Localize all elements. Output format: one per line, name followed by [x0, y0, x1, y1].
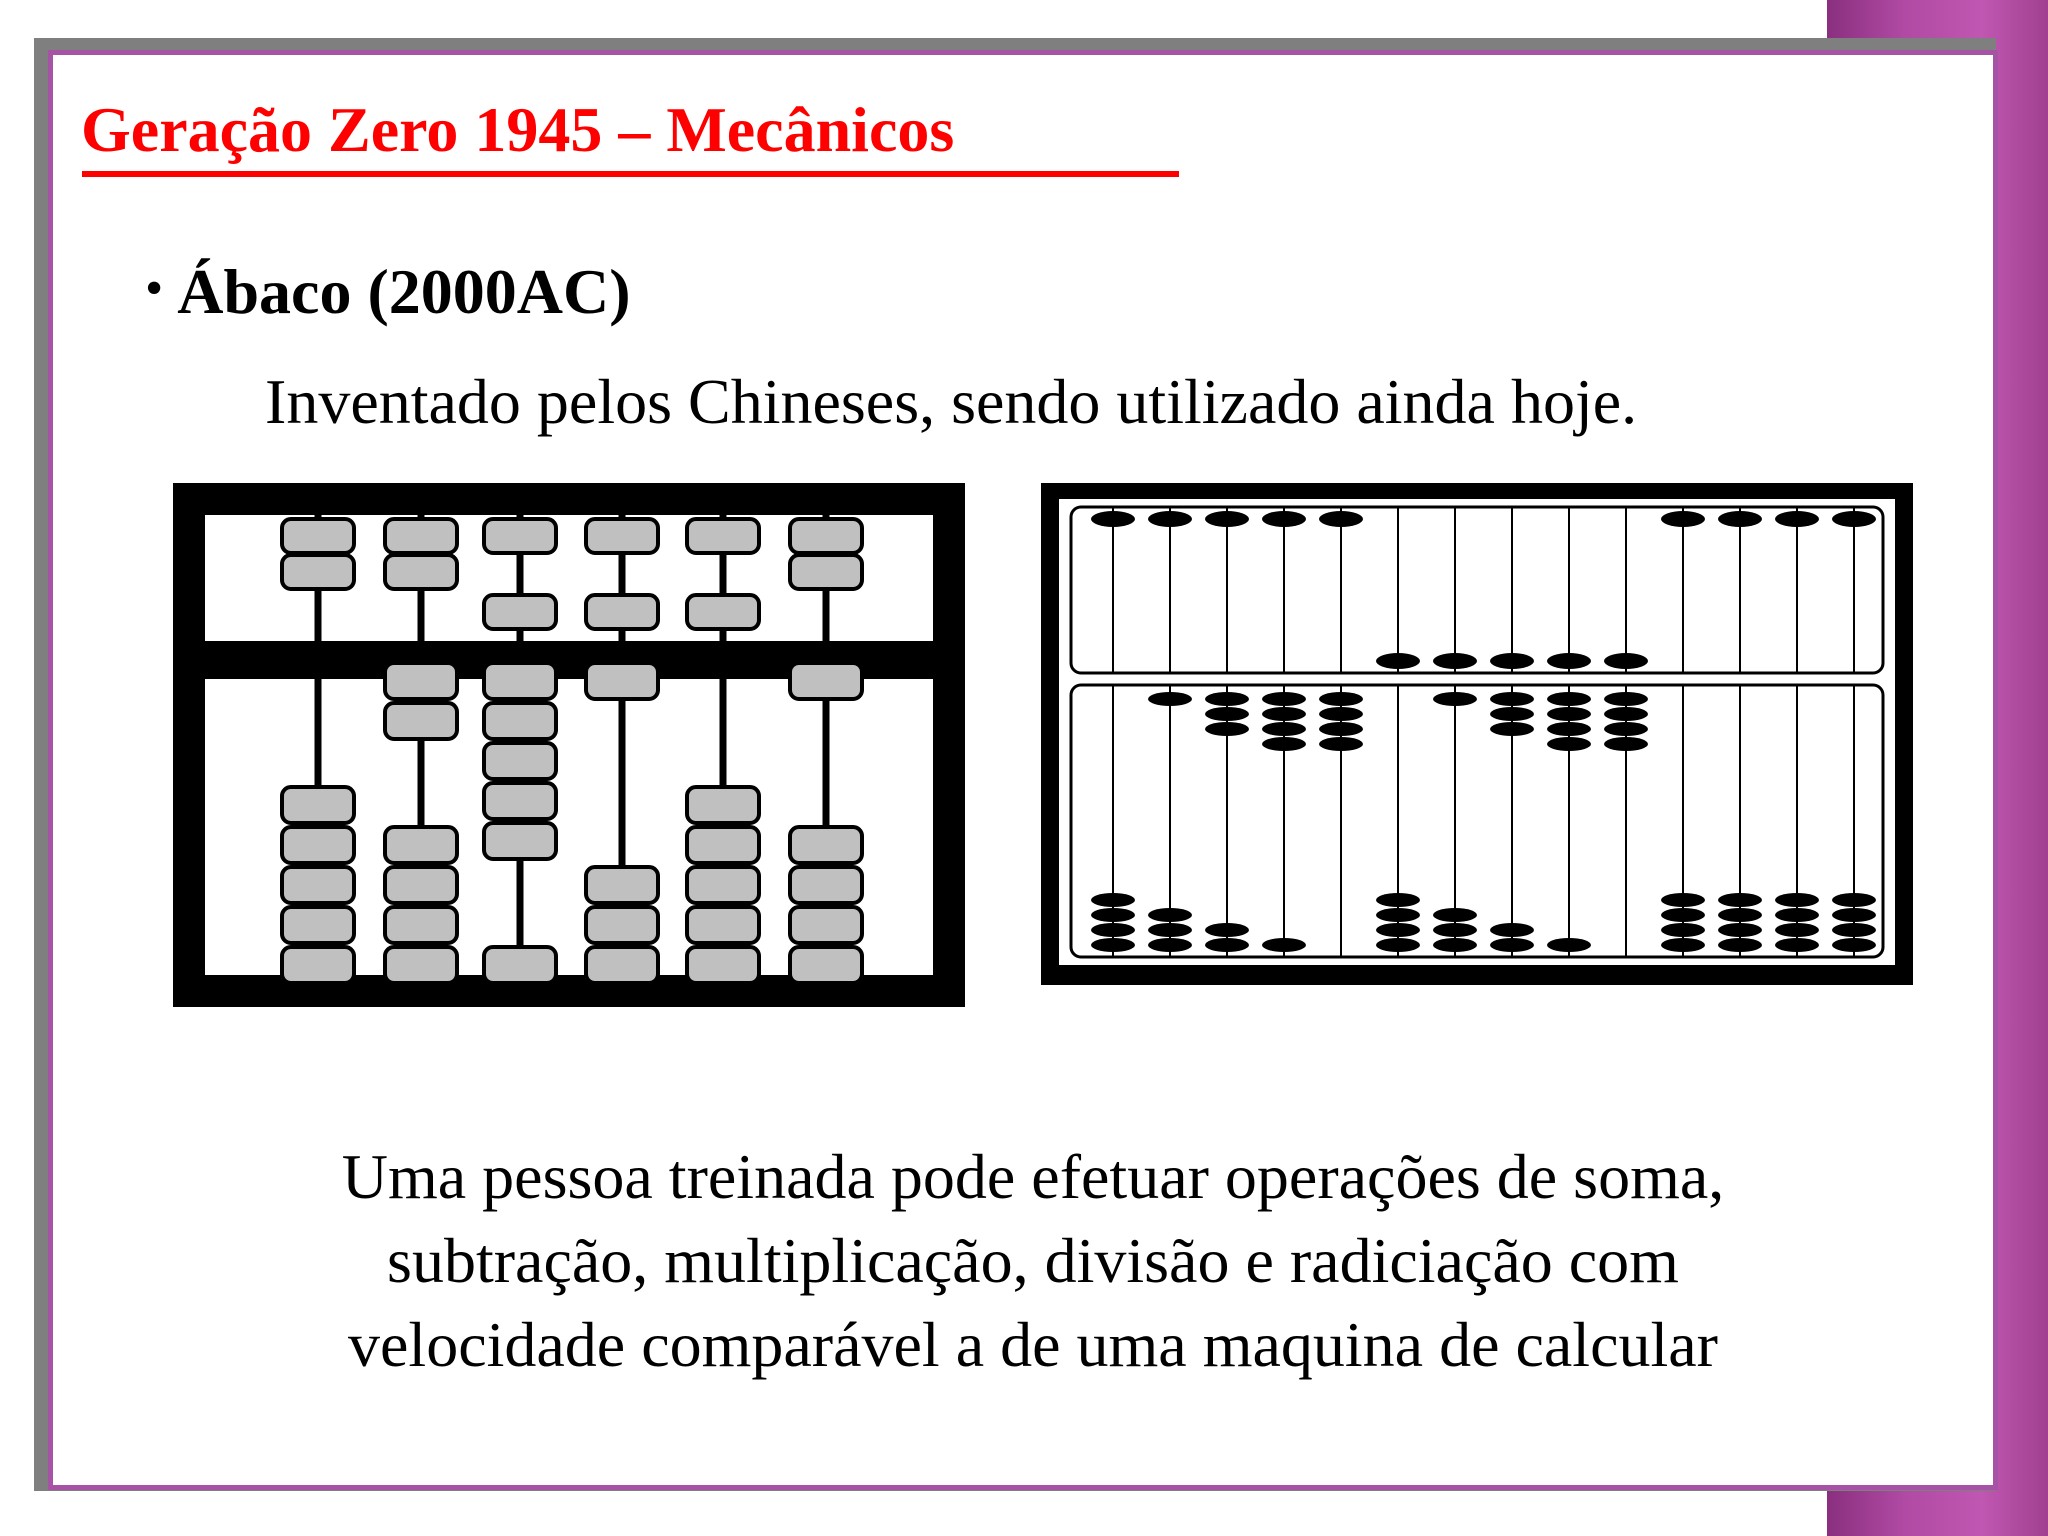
- abacus-bead: [586, 595, 658, 629]
- abacus-bead: [1205, 923, 1249, 937]
- abacus-bead: [1205, 692, 1249, 706]
- abacus-bead: [1091, 908, 1135, 922]
- abacus-bead: [1718, 893, 1762, 907]
- abacus-bead: [586, 663, 658, 699]
- abacus-bead: [1661, 923, 1705, 937]
- abacus-bead: [1661, 511, 1705, 527]
- abacus-bead: [282, 519, 354, 553]
- paragraph-line: velocidade comparável a de uma maquina de calcular: [348, 1309, 1718, 1380]
- abacus-bead: [1376, 908, 1420, 922]
- abacus-bead: [1718, 938, 1762, 952]
- abacus-bead: [1661, 938, 1705, 952]
- abacus-bead: [1775, 893, 1819, 907]
- abacus-bead: [484, 783, 556, 819]
- abacus-bead: [484, 663, 556, 699]
- abacus-bead: [1490, 707, 1534, 721]
- paragraph-line: subtração, multiplicação, divisão e radiciação com: [387, 1225, 1679, 1296]
- abacus-bead: [687, 907, 759, 943]
- abacus-bead: [687, 947, 759, 983]
- abacus-bead: [1490, 692, 1534, 706]
- abacus-bead: [1718, 908, 1762, 922]
- abacus-bead: [484, 743, 556, 779]
- abacus-bead: [1490, 923, 1534, 937]
- abacus-bead: [1376, 893, 1420, 907]
- abacus-bead: [1262, 737, 1306, 751]
- abacus-bead: [1547, 692, 1591, 706]
- abacus-bead: [385, 519, 457, 553]
- bullet-icon: •: [145, 260, 164, 317]
- abacus-bead: [1604, 692, 1648, 706]
- abacus-bead: [790, 663, 862, 699]
- title-underline: [82, 171, 1179, 177]
- abacus-bead: [484, 947, 556, 983]
- bullet-text: Ábaco (2000AC): [177, 256, 631, 327]
- abacus-bead: [484, 519, 556, 553]
- abacus-bead: [586, 867, 658, 903]
- abacus-bead: [1091, 893, 1135, 907]
- abacus-bead: [1319, 722, 1363, 736]
- abacus-bead: [282, 555, 354, 589]
- abacus-bead: [1433, 692, 1477, 706]
- slide-title: Geração Zero 1945 – Mecânicos: [81, 94, 955, 165]
- abacus-bead: [1091, 511, 1135, 527]
- abacus-bead: [1433, 653, 1477, 669]
- bullet-item: [145, 255, 631, 329]
- abacus-bead: [790, 827, 862, 863]
- abacus-bead: [1775, 908, 1819, 922]
- abacus-bead: [1205, 511, 1249, 527]
- abacus-bead: [1148, 938, 1192, 952]
- abacus-bead: [1547, 707, 1591, 721]
- abacus-bead: [385, 947, 457, 983]
- abacus-bead: [1832, 893, 1876, 907]
- abacus-bead: [790, 867, 862, 903]
- abacus-bead: [1604, 707, 1648, 721]
- abacus-bead: [1547, 938, 1591, 952]
- abacus-bead: [1262, 707, 1306, 721]
- abacus-bead: [1718, 511, 1762, 527]
- abacus-bead: [687, 787, 759, 823]
- abacus-bead: [586, 907, 658, 943]
- abacus-bead: [1319, 692, 1363, 706]
- abacus-bead: [1832, 938, 1876, 952]
- abacus-bead: [586, 519, 658, 553]
- abacus-bead: [1262, 511, 1306, 527]
- abacus-bead: [385, 827, 457, 863]
- abacus-bead: [687, 595, 759, 629]
- abacus-bead: [1718, 923, 1762, 937]
- abacus-bead: [385, 663, 457, 699]
- abacus-bead: [385, 907, 457, 943]
- abacus-bead: [687, 519, 759, 553]
- abacus-bead: [1148, 923, 1192, 937]
- abacus-bead: [1205, 707, 1249, 721]
- abacus-bead: [1490, 722, 1534, 736]
- abacus-bead: [687, 867, 759, 903]
- abacus-bead: [1262, 722, 1306, 736]
- abacus-bead: [1604, 722, 1648, 736]
- abacus-bead: [385, 703, 457, 739]
- abacus-bead: [1775, 923, 1819, 937]
- abacus-bead: [790, 555, 862, 589]
- abacus-bead: [1376, 923, 1420, 937]
- abacus-bead: [385, 555, 457, 589]
- abacus-bead: [1490, 938, 1534, 952]
- abacus-bead: [282, 787, 354, 823]
- abacus-bead: [1091, 923, 1135, 937]
- abacus-bead: [1148, 511, 1192, 527]
- abacus-bead: [1319, 737, 1363, 751]
- abacus-bead: [484, 823, 556, 859]
- abacus-bead: [484, 595, 556, 629]
- abacus-bead: [1433, 908, 1477, 922]
- abacus-bead: [1832, 923, 1876, 937]
- abacus-drawing-image: [1041, 483, 1913, 985]
- abacus-bead: [385, 867, 457, 903]
- abacus-bead: [282, 827, 354, 863]
- abacus-bead: [282, 867, 354, 903]
- abacus-bead: [1091, 938, 1135, 952]
- abacus-bead: [282, 907, 354, 943]
- subtitle-text: Inventado pelos Chineses, sendo utilizado ainda hoje.: [265, 366, 1638, 437]
- abacus-bead: [1262, 692, 1306, 706]
- abacus-bead: [1604, 737, 1648, 751]
- abacus-bead: [1262, 938, 1306, 952]
- abacus-bead: [1661, 908, 1705, 922]
- abacus-bead: [484, 703, 556, 739]
- description-paragraph: [203, 1135, 1863, 1387]
- abacus-bead: [1433, 938, 1477, 952]
- abacus-bead: [1547, 737, 1591, 751]
- paragraph-line: Uma pessoa treinada pode efetuar operações de soma,: [341, 1141, 1725, 1212]
- abacus-bead: [1319, 511, 1363, 527]
- abacus-bead: [1205, 938, 1249, 952]
- abacus-bead: [790, 519, 862, 553]
- abacus-bead: [1547, 722, 1591, 736]
- abacus-bead: [1148, 908, 1192, 922]
- abacus-bead: [1319, 707, 1363, 721]
- chinese-abacus-image: [173, 483, 965, 1007]
- abacus-board: [1059, 499, 1895, 965]
- abacus-bead: [1832, 511, 1876, 527]
- abacus-bead: [1547, 653, 1591, 669]
- slide: [48, 50, 1998, 1490]
- abacus-bead: [687, 827, 759, 863]
- abacus-bead: [586, 947, 658, 983]
- abacus-bead: [1490, 653, 1534, 669]
- abacus-bead: [1148, 692, 1192, 706]
- abacus-bead: [790, 907, 862, 943]
- abacus-bead: [1775, 938, 1819, 952]
- abacus-bead: [1604, 653, 1648, 669]
- abacus-bead: [1775, 511, 1819, 527]
- abacus-bead: [1376, 653, 1420, 669]
- abacus-bead: [1433, 923, 1477, 937]
- abacus-bead: [790, 947, 862, 983]
- abacus-bead: [1661, 893, 1705, 907]
- abacus-bead: [1376, 938, 1420, 952]
- abacus-bead: [1205, 722, 1249, 736]
- abacus-bead: [1832, 908, 1876, 922]
- abacus-bead: [282, 947, 354, 983]
